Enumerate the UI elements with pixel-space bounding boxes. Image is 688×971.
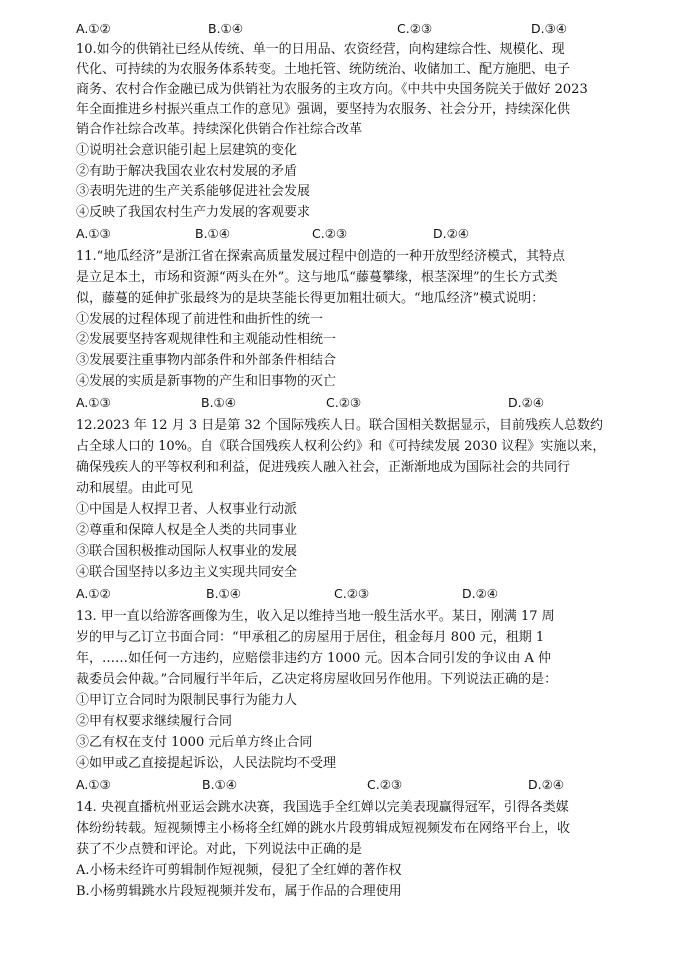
q12-stem-line: 动和展望。由此可见 (76, 481, 194, 496)
q12-options (76, 584, 676, 604)
q10-stem-line: 10.如今的供销社已经从传统、单一的日用品、农资经营，向构建综合性、规模化、现 (76, 42, 565, 57)
q13-item-3: ③乙有权在支付 1000 元后单方终止合同 (76, 735, 313, 750)
option-c: C.②③ (334, 586, 370, 601)
q10-item-2: ②有助于解决我国农业农村发展的矛盾 (76, 164, 298, 179)
option-c: C.②③ (312, 226, 348, 241)
q10-stem-line: 年全面推进乡村振兴重点工作的意见》强调，要坚持为农服务、社会分开，持续深化供 (76, 102, 571, 117)
q14-stem-line: 获了不少点赞和评论。对此，下列说法中正确的是 (76, 842, 363, 857)
option-b: B.①④ (201, 395, 236, 410)
q10-stem-line: 商务、农村合作金融已成为供销社为农服务的主攻方向。《中共中央国务院关于做好 2023 (76, 82, 588, 97)
option-d: D.②④ (528, 777, 565, 792)
q14-stem-line: 体纷纷转载。短视频博主小杨将全红婵的跳水片段剪辑成短视频发布在网络平台上，收 (76, 821, 571, 836)
q10-stem-line: 销合作社综合改革。持续深化供销合作社综合改革 (76, 122, 363, 137)
option-b: B.①④ (195, 226, 230, 241)
option-d: D.③④ (531, 21, 568, 36)
q12-stem-line: 确保残疾人的平等权利和利益，促进残疾人融入社会，正渐渐地成为国际社会的共同行 (76, 460, 571, 475)
q11-stem-line: 是立足本土，市场和资源“两头在外”。这与地瓜“藤蔓攀缘，根茎深埋”的生长方式类 (76, 270, 558, 285)
q13-options (76, 775, 676, 795)
q11-item-1: ①发展的过程体现了前进性和曲折性的统一 (76, 312, 324, 327)
q13-item-1: ①甲订立合同时为限制民事行为能力人 (76, 693, 298, 708)
q13-stem-line: 岁的甲与乙订立书面合同：“甲承租乙的房屋用于居住，租金每月 800 元，租期 1 (76, 630, 545, 645)
option-a: A.①② (76, 586, 111, 601)
q11-item-3: ③发展要注重事物内部条件和外部条件相结合 (76, 353, 337, 368)
q14-stem-line: 14. 央视直播杭州亚运会跳水决赛，我国选手全红婵以完美表现赢得冠军，引得各类媒 (76, 800, 569, 815)
q11-item-2: ②发展要坚持客观规律性和主观能动性相统一 (76, 332, 337, 347)
option-c: C.②③ (397, 21, 433, 36)
option-c: C.②③ (367, 777, 403, 792)
q12-item-3: ③联合国积极推动国际人权事业的发展 (76, 544, 298, 559)
option-d: D.②④ (508, 395, 545, 410)
q13-stem-line: 年，……如任何一方违约，应赔偿非违约方 1000 元。因本合同引发的争议由 A 仲 (76, 651, 552, 666)
q10-item-4: ④反映了我国农村生产力发展的客观要求 (76, 205, 311, 220)
q12-item-1: ①中国是人权捍卫者、人权事业行动派 (76, 502, 298, 517)
q14-option-a: A.小杨未经许可剪辑制作短视频，侵犯了全红婵的著作权 (76, 863, 402, 878)
option-b: B.①④ (206, 586, 241, 601)
q13-item-2: ②甲有权要求继续履行合同 (76, 714, 233, 729)
q13-item-4: ④如甲或乙直接提起诉讼，人民法院均不受理 (76, 756, 337, 771)
option-a: A.①③ (76, 395, 111, 410)
q11-item-4: ④发展的实质是新事物的产生和旧事物的灭亡 (76, 374, 337, 389)
option-d: D.②④ (462, 586, 499, 601)
option-a: A.①② (76, 21, 111, 36)
q12-item-4: ④联合国坚持以多边主义实现共同安全 (76, 565, 298, 580)
q10-item-3: ③表明先进的生产关系能够促进社会发展 (76, 184, 311, 199)
q14-option-b: B.小杨剪辑跳水片段短视频并发布，属于作品的合理使用 (76, 884, 402, 899)
option-c: C.②③ (326, 395, 362, 410)
option-a: A.①③ (76, 777, 111, 792)
q12-stem-line: 占全球人口的 10%。自《联合国残疾人权利公约》和《可持续发展 2030 议程》实施以来， (76, 439, 606, 454)
q11-stem-line: 似，藤蔓的延伸扩张最终为的是块茎能长得更加粗壮硕大。“地瓜经济”模式说明： (76, 291, 545, 306)
option-d: D.②④ (433, 226, 470, 241)
q13-stem-line: 裁委员会仲裁。”合同履行半年后，乙决定将房屋收回另作他用。下列说法正确的是： (76, 672, 558, 687)
option-b: B.①④ (208, 21, 243, 36)
q12-stem-line: 12.2023 年 12 月 3 日是第 32 个国际残疾人日。联合国相关数据显示，目前残疾人总数约 (76, 418, 604, 433)
q11-stem-line: 11.“地瓜经济”是浙江省在探索高质量发展过程中创造的一种开放型经济模式，其特点 (76, 249, 565, 264)
q10-options (76, 224, 676, 244)
option-a: A.①③ (76, 226, 111, 241)
q12-item-2: ②尊重和保障人权是全人类的共同事业 (76, 523, 298, 538)
q10-stem-line: 代化、可持续的为农服务体系转变。土地托管、统防统治、收储加工、配方施肥、电子 (76, 62, 571, 77)
q10-item-1: ①说明社会意识能引起上层建筑的变化 (76, 143, 298, 158)
q9-options (76, 19, 676, 39)
q13-stem-line: 13. 甲一直以给游客画像为生，收入足以维持当地一般生活水平。某日，刚满 17 周 (76, 609, 555, 624)
option-b: B.①④ (202, 777, 237, 792)
q11-options (76, 393, 676, 413)
